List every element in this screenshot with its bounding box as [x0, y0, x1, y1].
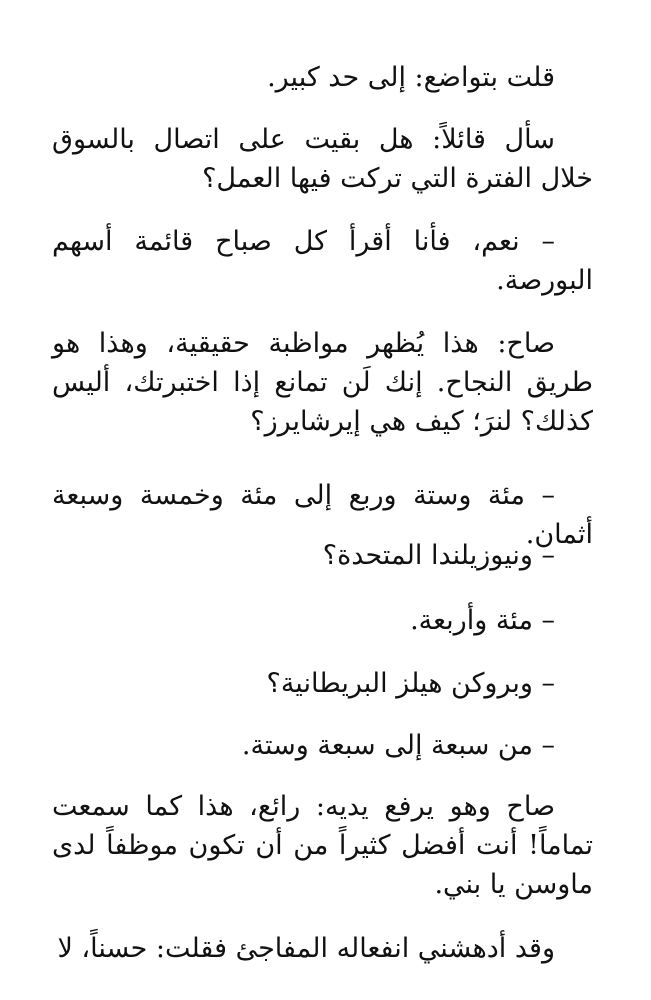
- paragraph-11: وقد أدهشني انفعاله المفاجئ فقلت: حسناً، لا: [57, 933, 555, 964]
- paragraph-6: – ونيوزيلندا المتحدة؟: [322, 540, 555, 571]
- paragraph-2: سأل قائلاً: هل بقيت على اتصال بالسوق خلال الفترة التي تركت فيها العمل؟: [52, 124, 593, 194]
- paragraph-1: قلت بتواضع: إلى حد كبير.: [267, 62, 555, 93]
- paragraph-5: – مئة وستة وربع إلى مئة وخمسة وسبعة أثمان.: [52, 480, 593, 550]
- paragraph-7: – مئة وأربعة.: [410, 605, 555, 636]
- paragraph-9: – من سبعة إلى سبعة وستة.: [241, 730, 555, 761]
- paragraph-10: صاح وهو يرفع يديه: رائع، هذا كما سمعت تماماً! أنت أفضل كثيراً من أن تكون موظفاً لدى ماوسن يا بني.: [52, 791, 593, 900]
- paragraph-3: – نعم، فأنا أقرأ كل صباح قائمة أسهم البورصة.: [52, 226, 593, 296]
- paragraph-4: صاح: هذا يُظهر مواظبة حقيقية، وهذا هو طريق النجاح. إنك لَن تمانع إذا اختبرتك، أليس كذلك؟ لنرَ؛ كيف هي إيرشايرز؟: [52, 328, 593, 437]
- paragraph-8: – وبروكن هيلز البريطانية؟: [266, 668, 555, 699]
